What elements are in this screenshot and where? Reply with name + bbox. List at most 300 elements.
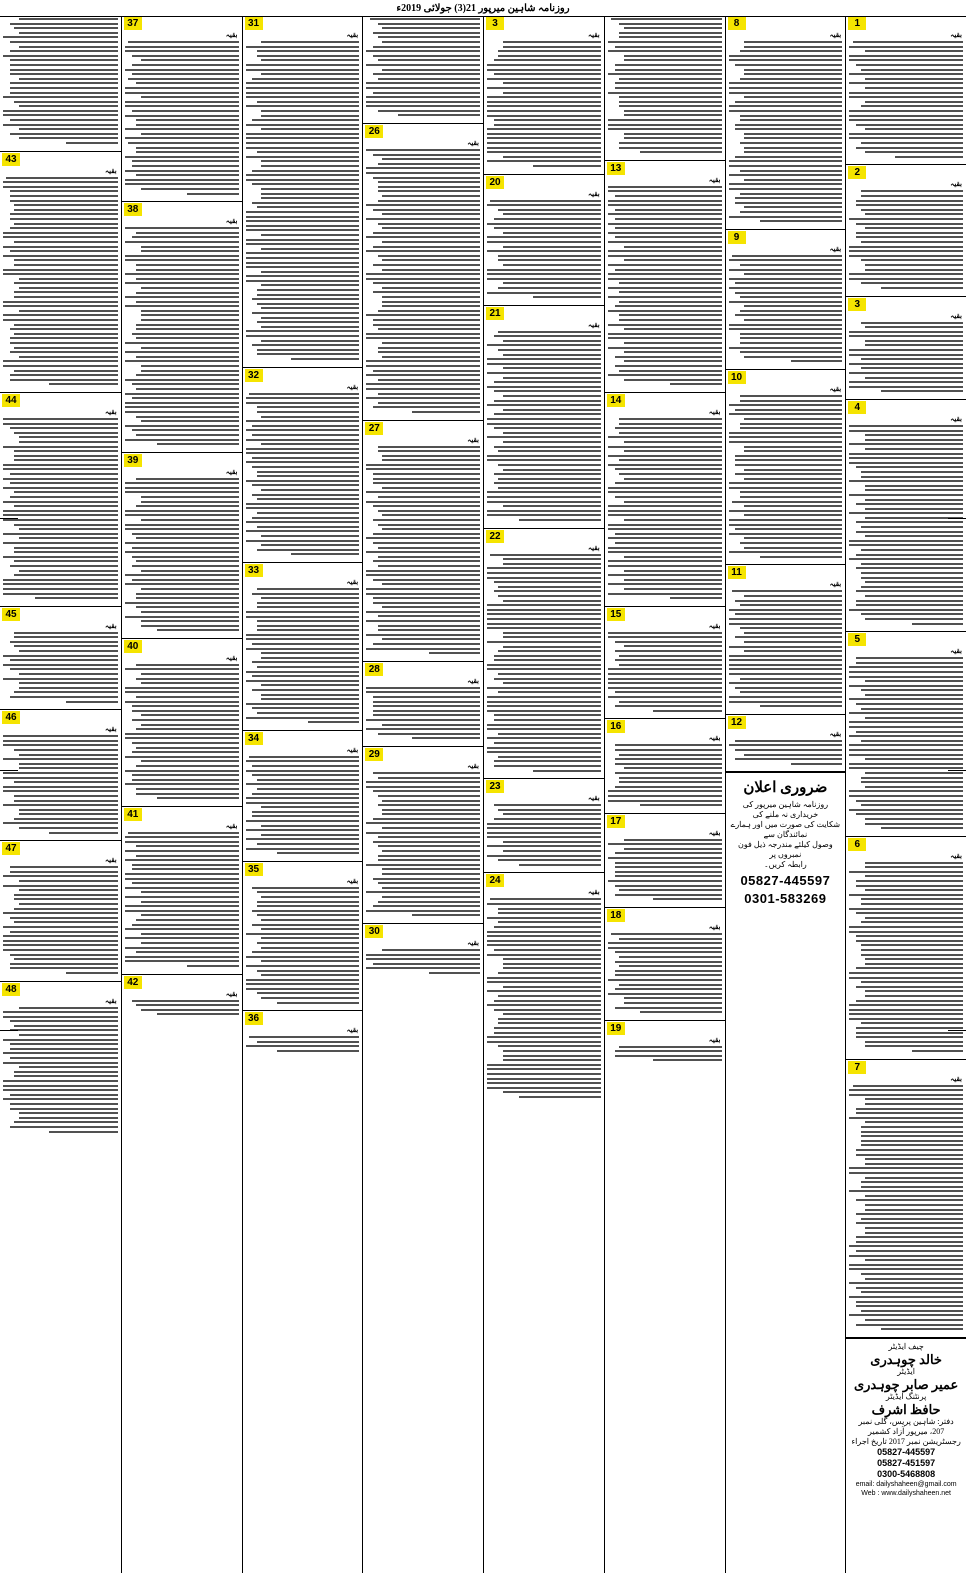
article-header-space xyxy=(742,17,844,30)
article-number-badge[interactable]: 19 xyxy=(607,1022,625,1035)
continuation-label: بقیہ xyxy=(708,1035,721,1044)
register-mark-right-1 xyxy=(948,518,966,519)
continuation-label: بقیہ xyxy=(346,382,359,391)
article-body-text xyxy=(486,803,602,870)
column-container xyxy=(0,16,966,1573)
article-number-badge[interactable]: 35 xyxy=(245,863,263,876)
article-block[interactable] xyxy=(122,202,242,453)
continuation-label: بقیہ xyxy=(708,407,721,416)
article-block[interactable] xyxy=(363,16,483,124)
article-header-bar xyxy=(2,153,119,166)
article-body-text xyxy=(607,1045,723,1066)
article-body-text xyxy=(486,897,602,1102)
article-header-bar xyxy=(124,454,240,467)
article-block[interactable] xyxy=(0,841,121,981)
article-number-badge[interactable]: 24 xyxy=(486,874,504,887)
article-header-bar xyxy=(848,633,964,646)
article-header-bar xyxy=(2,711,119,724)
article-body-text xyxy=(245,1035,361,1056)
article-number-badge[interactable]: 17 xyxy=(607,815,625,828)
article-body-text xyxy=(365,686,481,744)
article-header-space xyxy=(862,633,964,646)
continuation-label: بقیہ xyxy=(588,543,600,552)
article-header-space xyxy=(379,925,481,938)
article-block[interactable] xyxy=(846,165,966,296)
article-block[interactable] xyxy=(243,16,363,368)
article-header-space xyxy=(621,1022,723,1035)
article-header-bar xyxy=(245,564,361,577)
article-header-space xyxy=(621,608,723,621)
notice-phone[interactable]: 0301-583269 xyxy=(744,891,827,907)
continuation-label: بقیہ xyxy=(346,876,359,885)
article-header-space xyxy=(138,454,240,467)
register-mark-right-3 xyxy=(948,1030,966,1031)
article-header-bar xyxy=(607,394,723,407)
continuation-label: بقیہ xyxy=(829,244,842,253)
article-number-badge[interactable]: 48 xyxy=(2,983,20,996)
article-header-space xyxy=(16,608,119,621)
article-block[interactable] xyxy=(484,529,604,780)
article-number-badge[interactable]: 42 xyxy=(124,976,142,989)
article-body-text xyxy=(2,417,119,604)
imprint-box xyxy=(846,1338,966,1501)
continuation-label: بقیہ xyxy=(346,577,359,586)
article-header-space xyxy=(862,17,964,30)
article-header-bar xyxy=(124,17,240,30)
article-number-badge[interactable]: 36 xyxy=(245,1012,263,1025)
article-header-space xyxy=(259,732,361,745)
article-header-bar xyxy=(245,732,361,745)
article-number-badge[interactable]: 3 xyxy=(848,298,866,311)
continuation-label: بقیہ xyxy=(346,1026,359,1035)
article-block[interactable] xyxy=(363,662,483,747)
article-header-bar xyxy=(486,780,602,793)
article-block[interactable] xyxy=(243,862,363,1011)
staff-role: پرنٹنگ ایڈیٹر xyxy=(885,1391,927,1401)
article-body-text xyxy=(124,663,240,804)
article-block[interactable] xyxy=(122,975,242,1022)
article-header-space xyxy=(16,153,119,166)
article-block[interactable] xyxy=(726,230,846,370)
article-number-badge[interactable]: 34 xyxy=(245,732,263,745)
continuation-label: بقیہ xyxy=(708,734,721,743)
article-number-badge[interactable]: 21 xyxy=(486,307,504,320)
article-header-bar xyxy=(728,371,844,384)
article-header-space xyxy=(138,203,240,216)
article-block[interactable] xyxy=(605,607,725,720)
continuation-label: بقیہ xyxy=(105,621,117,630)
continuation-label: بقیہ xyxy=(950,647,962,656)
article-header-space xyxy=(862,1061,964,1074)
article-header-bar xyxy=(607,720,723,733)
article-block[interactable] xyxy=(846,16,966,165)
article-block[interactable] xyxy=(726,16,846,230)
continuation-label: بقیہ xyxy=(225,653,238,662)
article-header-space xyxy=(138,17,240,30)
article-number-badge[interactable]: 47 xyxy=(2,842,20,855)
article-number-badge[interactable]: 10 xyxy=(728,371,746,384)
article-header-space xyxy=(16,983,119,996)
article-header-space xyxy=(138,976,240,989)
masthead xyxy=(0,0,966,17)
imprint-phone[interactable]: 05827-451597 xyxy=(877,1457,936,1468)
article-number-badge[interactable]: 23 xyxy=(486,780,504,793)
notice-line: شکایت کی صورت میں اور ہمارے نمائندگان سے xyxy=(730,820,841,840)
article-header-space xyxy=(621,909,723,922)
article-number-badge[interactable]: 45 xyxy=(2,608,20,621)
article-number-badge[interactable]: 9 xyxy=(728,231,746,244)
article-body-text xyxy=(607,838,723,905)
article-body-text xyxy=(607,743,723,810)
article-header-space xyxy=(742,716,844,729)
continuation-label: بقیہ xyxy=(588,320,600,329)
continuation-label: بقیہ xyxy=(829,580,842,589)
column-3 xyxy=(604,16,725,1573)
article-block[interactable] xyxy=(605,16,725,161)
column-2 xyxy=(725,16,846,1573)
article-header-bar xyxy=(848,401,964,414)
continuation-label: بقیہ xyxy=(105,407,117,416)
register-mark-left-1 xyxy=(0,518,18,519)
article-number-badge[interactable]: 16 xyxy=(607,720,625,733)
article-number-badge[interactable]: 8 xyxy=(728,17,746,30)
continuation-label: بقیہ xyxy=(950,1074,962,1083)
article-block[interactable] xyxy=(846,632,966,837)
article-header-bar xyxy=(245,369,361,382)
article-body-text xyxy=(607,17,723,158)
imprint-website[interactable]: Web : www.dailyshaheen.net xyxy=(861,1489,951,1497)
article-number-badge[interactable]: 30 xyxy=(365,925,383,938)
masthead-title: روزنامہ شاہین میرپور 21(3) جولائی 2019ء xyxy=(396,2,570,14)
article-body-text xyxy=(486,199,602,303)
article-body-text xyxy=(607,185,723,390)
article-body-text xyxy=(486,40,602,172)
article-block[interactable] xyxy=(605,719,725,813)
article-header-bar xyxy=(365,925,481,938)
continuation-label: بقیہ xyxy=(105,856,117,865)
article-body-text xyxy=(486,553,602,777)
continuation-label: بقیہ xyxy=(467,761,479,770)
continuation-label: بقیہ xyxy=(588,888,600,897)
article-header-space xyxy=(862,401,964,414)
imprint-email[interactable]: email: dailyshaheen@gmail.com xyxy=(855,1480,957,1488)
article-number-badge[interactable]: 27 xyxy=(365,422,383,435)
imprint-phone[interactable]: 0300-5468808 xyxy=(877,1468,936,1479)
continuation-label: بقیہ xyxy=(225,467,238,476)
article-header-space xyxy=(16,394,119,407)
article-body-text xyxy=(124,477,240,636)
article-header-bar xyxy=(486,307,602,320)
column-8 xyxy=(0,16,121,1573)
article-number-badge[interactable]: 46 xyxy=(2,711,20,724)
article-body-text xyxy=(728,739,844,770)
article-number-badge[interactable]: 20 xyxy=(486,176,504,189)
imprint-address-line: رجسٹریشن نمبر 2017 تاریخ اجراء xyxy=(851,1436,961,1446)
article-number-badge[interactable]: 41 xyxy=(124,808,142,821)
article-header-space xyxy=(862,166,964,179)
staff-name: حافظ اشرف xyxy=(871,1401,941,1417)
article-number-badge[interactable]: 44 xyxy=(2,394,20,407)
continuation-label: بقیہ xyxy=(225,821,238,830)
article-header-bar xyxy=(607,909,723,922)
article-header-bar xyxy=(607,815,723,828)
article-header-bar xyxy=(245,17,361,30)
continuation-label: بقیہ xyxy=(346,745,359,754)
staff-name: عمیر صابر چوہدری xyxy=(853,1376,959,1392)
article-block[interactable] xyxy=(484,873,604,1104)
article-block[interactable] xyxy=(605,393,725,607)
article-header-bar xyxy=(848,1061,964,1074)
staff-role: چیف ایڈیٹر xyxy=(888,1341,924,1351)
article-body-text xyxy=(728,40,844,227)
article-number-badge[interactable]: 28 xyxy=(365,663,383,676)
article-header-bar xyxy=(486,176,602,189)
column-7 xyxy=(121,16,242,1573)
register-mark-right-2 xyxy=(948,770,966,771)
imprint-address-line: دفتر: شاہین پریس، گلی نمبر 207، میرپور آزاد کشمیر xyxy=(858,1416,954,1436)
article-block[interactable] xyxy=(122,453,242,639)
article-block[interactable] xyxy=(243,731,363,862)
article-header-bar xyxy=(848,17,964,30)
notice-line: رابطہ کریں۔ xyxy=(763,860,807,870)
article-block[interactable] xyxy=(484,16,604,175)
article-header-space xyxy=(379,422,481,435)
article-header-space xyxy=(259,863,361,876)
article-block[interactable] xyxy=(484,779,604,873)
continuation-label: بقیہ xyxy=(950,311,962,320)
article-block[interactable] xyxy=(726,565,846,714)
article-number-badge[interactable]: 18 xyxy=(607,909,625,922)
article-block[interactable] xyxy=(726,715,846,773)
article-number-badge[interactable]: 4 xyxy=(848,401,866,414)
article-header-space xyxy=(500,874,602,887)
article-header-bar xyxy=(245,863,361,876)
article-block[interactable] xyxy=(122,807,242,975)
article-number-badge[interactable]: 15 xyxy=(607,608,625,621)
article-header-bar xyxy=(2,983,119,996)
article-header-space xyxy=(742,566,844,579)
article-header-bar xyxy=(245,1012,361,1025)
article-body-text xyxy=(365,148,481,417)
article-header-space xyxy=(16,711,119,724)
article-body-text xyxy=(2,17,119,149)
article-header-space xyxy=(500,307,602,320)
article-body-text xyxy=(245,886,361,1008)
article-body-text xyxy=(848,656,964,834)
article-number-badge[interactable]: 22 xyxy=(486,530,504,543)
continuation-label: بقیہ xyxy=(467,139,479,148)
article-header-space xyxy=(379,125,481,138)
article-header-bar xyxy=(124,808,240,821)
article-header-bar xyxy=(486,17,602,30)
article-number-badge[interactable]: 39 xyxy=(124,454,142,467)
continuation-label: بقیہ xyxy=(105,166,117,175)
continuation-label: بقیہ xyxy=(708,175,721,184)
article-header-space xyxy=(862,838,964,851)
article-header-space xyxy=(138,808,240,821)
article-block[interactable] xyxy=(605,814,725,908)
article-header-bar xyxy=(365,125,481,138)
article-number-badge[interactable]: 31 xyxy=(245,17,263,30)
continuation-label: بقیہ xyxy=(708,828,721,837)
article-block[interactable] xyxy=(363,124,483,420)
article-number-badge[interactable]: 11 xyxy=(728,566,746,579)
article-header-space xyxy=(862,298,964,311)
article-header-bar xyxy=(848,298,964,311)
article-header-bar xyxy=(124,976,240,989)
article-number-badge[interactable]: 13 xyxy=(607,162,625,175)
article-body-text xyxy=(245,755,361,859)
notice-line: وصول کیلئے مندرجہ ذیل فون نمبروں پر xyxy=(738,840,833,860)
article-block[interactable] xyxy=(846,837,966,1060)
article-number-badge[interactable]: 37 xyxy=(124,17,142,30)
column-1 xyxy=(845,16,966,1573)
article-body-text xyxy=(245,392,361,560)
article-number-badge[interactable]: 29 xyxy=(365,748,383,761)
article-body-text xyxy=(2,734,119,838)
article-body-text xyxy=(607,631,723,717)
article-header-bar xyxy=(486,530,602,543)
article-number-badge[interactable]: 7 xyxy=(848,1061,866,1074)
article-header-space xyxy=(742,231,844,244)
article-body-text xyxy=(124,226,240,450)
continuation-label: بقیہ xyxy=(467,938,479,947)
article-header-bar xyxy=(2,842,119,855)
continuation-label: بقیہ xyxy=(467,435,479,444)
article-body-text xyxy=(728,589,844,711)
article-header-bar xyxy=(728,566,844,579)
article-body-text xyxy=(848,40,964,162)
article-block[interactable] xyxy=(484,175,604,306)
article-block[interactable] xyxy=(605,908,725,1021)
article-block[interactable] xyxy=(846,297,966,401)
article-body-text xyxy=(124,40,240,199)
register-mark-left-2 xyxy=(0,770,18,771)
article-number-badge[interactable]: 38 xyxy=(124,203,142,216)
continuation-label: بقیہ xyxy=(225,989,238,998)
continuation-label: بقیہ xyxy=(588,189,600,198)
article-number-badge[interactable]: 5 xyxy=(848,633,866,646)
article-body-text xyxy=(848,189,964,293)
continuation-label: بقیہ xyxy=(225,217,238,226)
article-body-text xyxy=(245,587,361,728)
article-block[interactable] xyxy=(0,607,121,711)
article-header-bar xyxy=(607,1022,723,1035)
article-header-bar xyxy=(607,162,723,175)
article-block[interactable] xyxy=(363,421,483,662)
article-block[interactable] xyxy=(363,747,483,924)
article-number-badge[interactable]: 12 xyxy=(728,716,746,729)
article-block[interactable] xyxy=(0,982,121,1140)
article-number-badge[interactable]: 6 xyxy=(848,838,866,851)
article-body-text xyxy=(245,40,361,365)
continuation-label: بقیہ xyxy=(105,725,117,734)
article-header-bar xyxy=(848,838,964,851)
article-block[interactable] xyxy=(243,563,363,731)
continuation-label: بقیہ xyxy=(105,996,117,1005)
continuation-label: بقیہ xyxy=(467,676,479,685)
article-number-badge[interactable]: 1 xyxy=(848,17,866,30)
article-header-space xyxy=(500,780,602,793)
article-block[interactable] xyxy=(0,710,121,841)
article-header-bar xyxy=(607,608,723,621)
article-header-space xyxy=(621,162,723,175)
continuation-label: بقیہ xyxy=(950,851,962,860)
article-header-bar xyxy=(365,748,481,761)
article-block[interactable] xyxy=(726,370,846,565)
article-number-badge[interactable]: 40 xyxy=(124,640,142,653)
article-block[interactable] xyxy=(0,393,121,607)
article-block[interactable] xyxy=(0,16,121,152)
article-header-bar xyxy=(486,874,602,887)
article-number-badge[interactable]: 2 xyxy=(848,166,866,179)
article-number-badge[interactable]: 14 xyxy=(607,394,625,407)
continuation-label: بقیہ xyxy=(829,31,842,39)
article-block[interactable] xyxy=(243,1011,363,1058)
article-header-space xyxy=(16,842,119,855)
article-number-badge[interactable]: 33 xyxy=(245,564,263,577)
article-header-bar xyxy=(728,716,844,729)
article-block[interactable] xyxy=(605,1021,725,1068)
article-body-text xyxy=(124,831,240,972)
article-header-space xyxy=(500,176,602,189)
article-header-bar xyxy=(728,17,844,30)
continuation-label: بقیہ xyxy=(588,31,600,39)
article-body-text xyxy=(365,445,481,659)
article-header-bar xyxy=(365,663,481,676)
article-header-space xyxy=(500,17,602,30)
article-block[interactable] xyxy=(846,400,966,632)
imprint-phone[interactable]: 05827-445597 xyxy=(877,1446,936,1457)
article-body-text xyxy=(728,394,844,562)
article-block[interactable] xyxy=(122,639,242,807)
article-block[interactable] xyxy=(363,924,483,981)
article-block[interactable] xyxy=(605,161,725,393)
article-header-space xyxy=(621,394,723,407)
article-block[interactable] xyxy=(484,306,604,529)
article-number-badge[interactable]: 32 xyxy=(245,369,263,382)
article-number-badge[interactable]: 43 xyxy=(2,153,20,166)
continuation-label: بقیہ xyxy=(708,621,721,630)
continuation-label: بقیہ xyxy=(950,31,962,39)
article-block[interactable] xyxy=(243,368,363,563)
article-header-bar xyxy=(124,203,240,216)
article-number-badge[interactable]: 3 xyxy=(486,17,504,30)
register-mark-left-3 xyxy=(0,1030,18,1031)
article-header-space xyxy=(379,748,481,761)
article-header-bar xyxy=(365,422,481,435)
article-header-bar xyxy=(124,640,240,653)
article-number-badge[interactable]: 26 xyxy=(365,125,383,138)
article-block[interactable] xyxy=(846,1060,966,1338)
article-body-text xyxy=(365,17,481,121)
article-block[interactable] xyxy=(122,16,242,202)
notice-phone[interactable]: 05827-445597 xyxy=(740,873,831,889)
staff-name: خالد چوہدری xyxy=(870,1351,942,1367)
article-body-text xyxy=(2,176,119,390)
article-body-text xyxy=(607,932,723,1018)
notice-title: ضروری اعلان xyxy=(743,780,828,797)
article-header-space xyxy=(621,720,723,733)
article-body-text xyxy=(848,321,964,398)
article-body-text xyxy=(607,417,723,604)
article-header-space xyxy=(259,17,361,30)
continuation-label: بقیہ xyxy=(225,31,238,39)
article-block[interactable] xyxy=(0,152,121,393)
notice-advertisement xyxy=(726,772,846,909)
continuation-label: بقیہ xyxy=(346,31,359,39)
continuation-label: بقیہ xyxy=(829,729,842,738)
